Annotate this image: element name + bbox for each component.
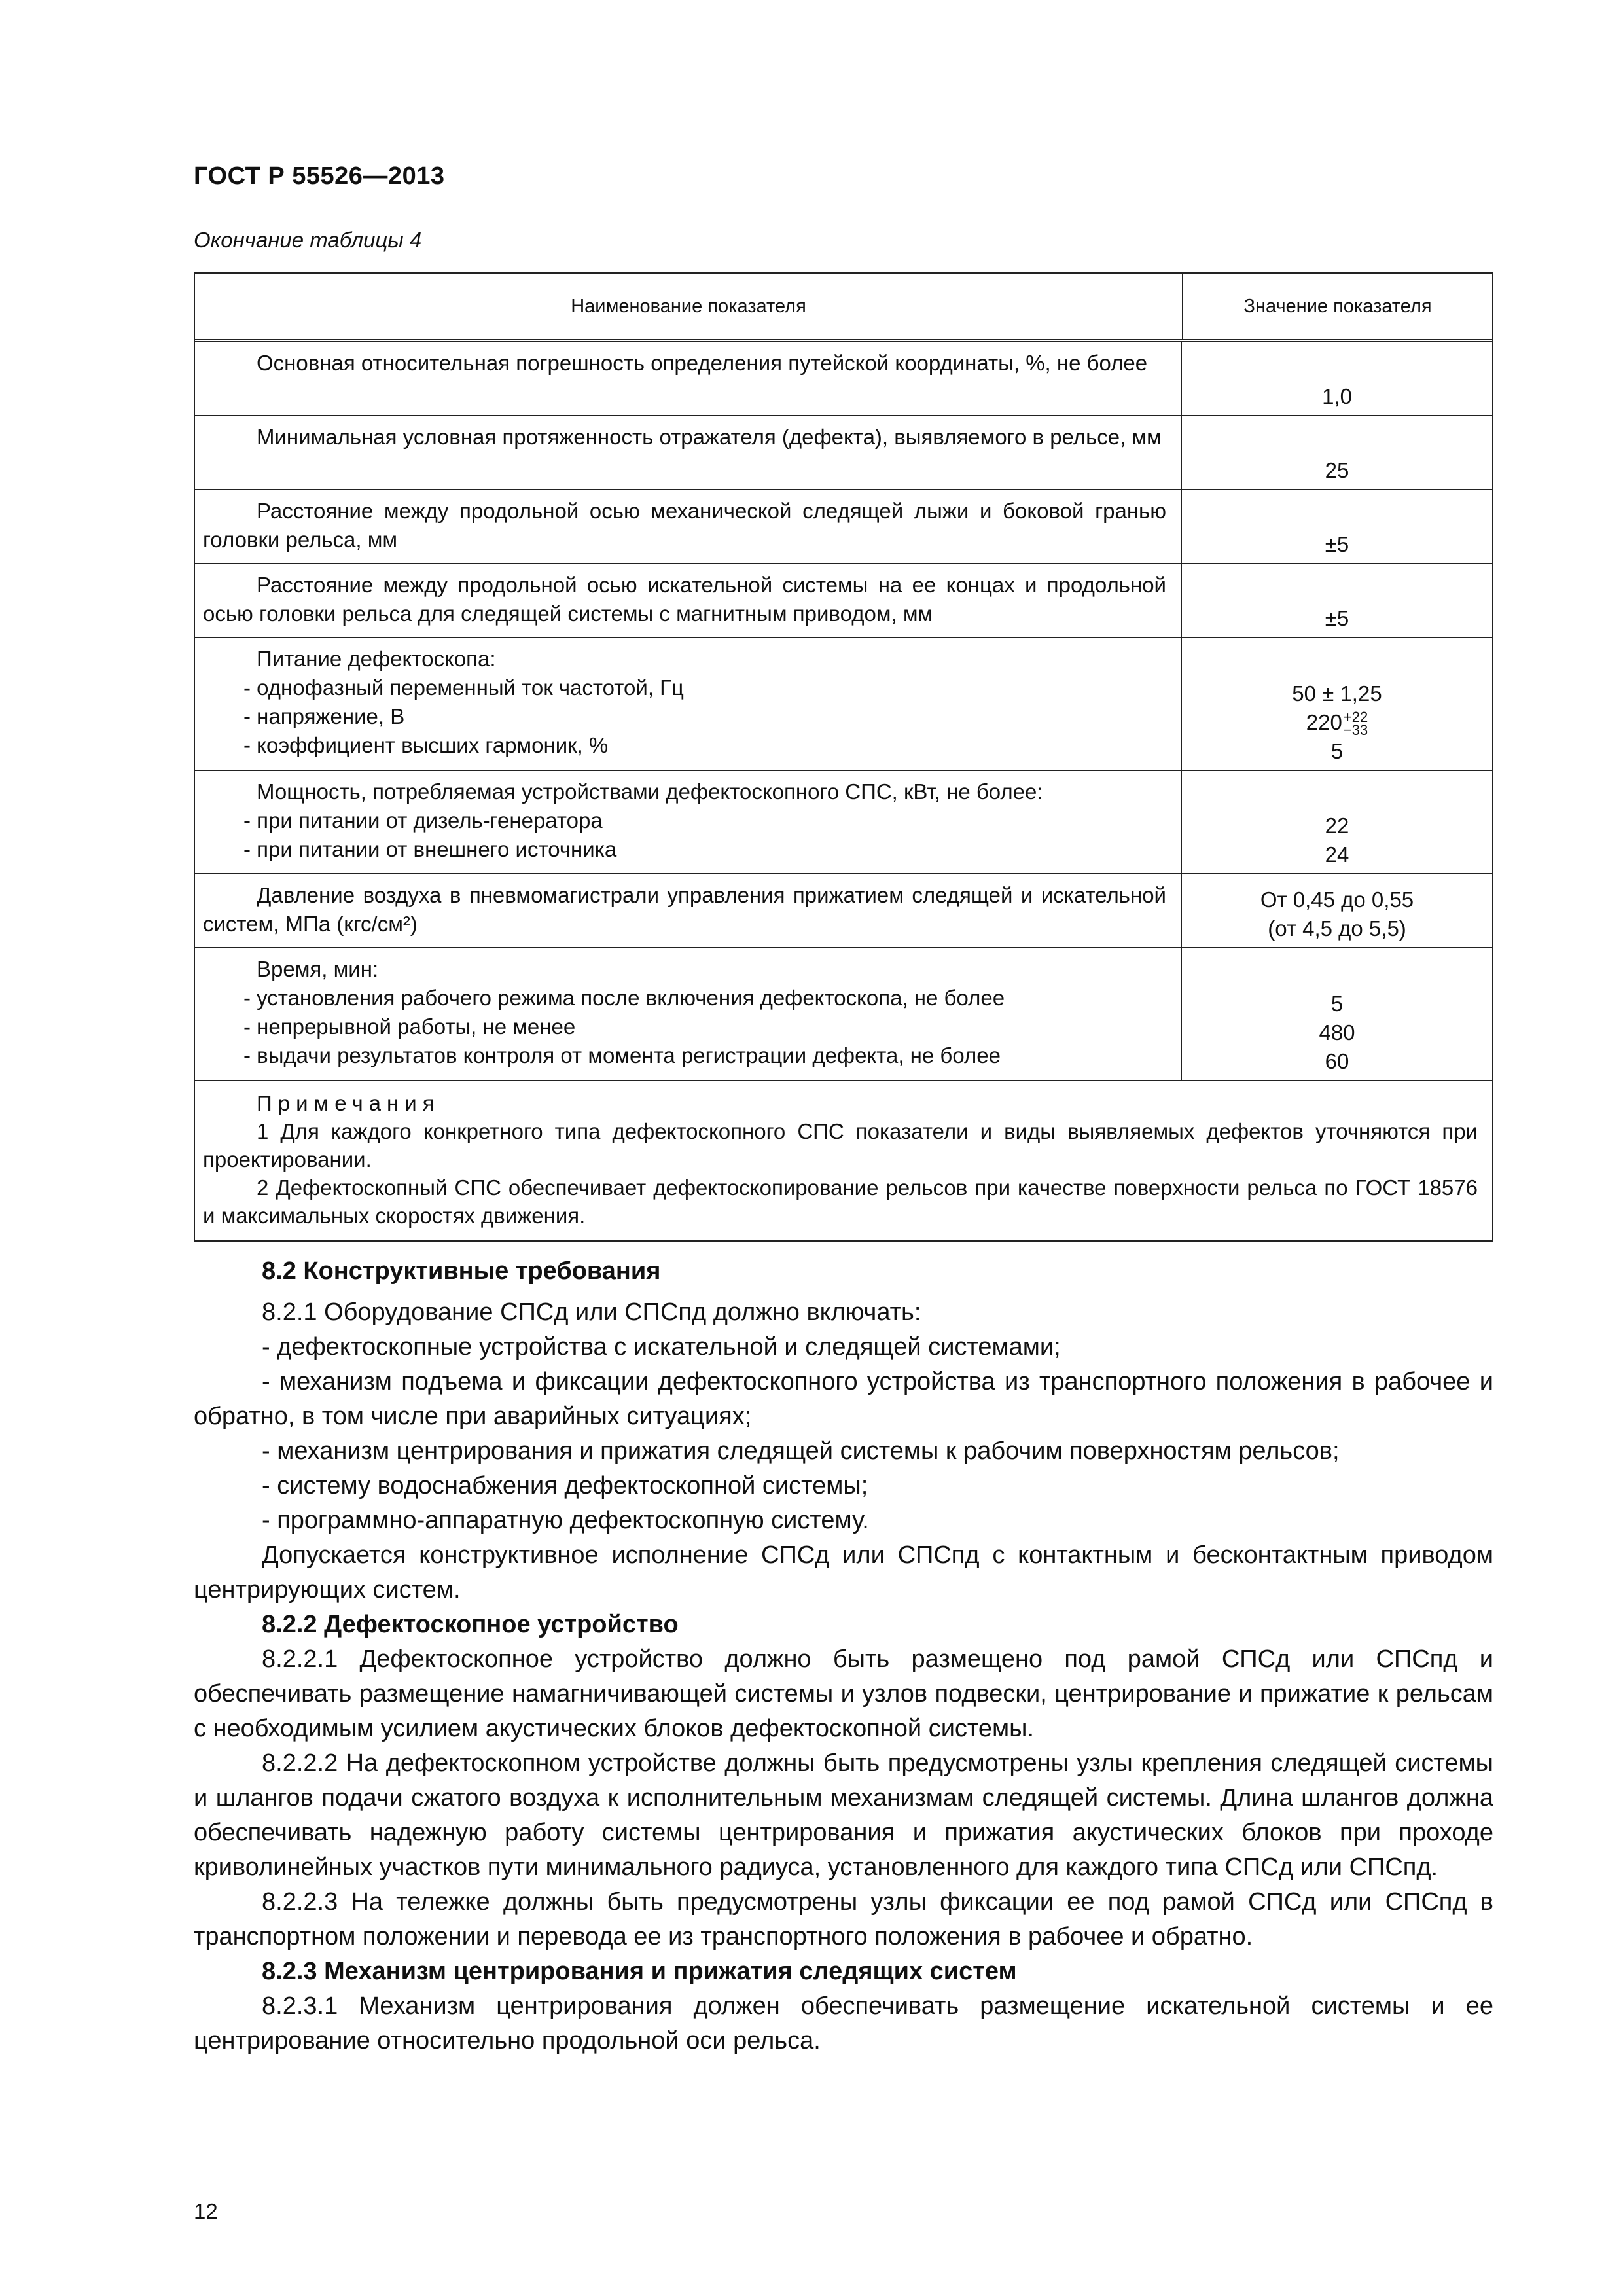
table-row-power-consumption xyxy=(195,771,1492,874)
row-item: - выдачи результатов контроля от момента регистрации дефекта, не более xyxy=(243,1043,1001,1067)
voltage-tolerance xyxy=(1344,711,1368,737)
table-row-air-pressure xyxy=(195,874,1492,948)
section-body xyxy=(194,1249,1493,2058)
voltage-base: 220 xyxy=(1306,709,1342,734)
row-value-text: 5 xyxy=(1330,739,1344,763)
paragraph: 8.2.2.3 На тележке должны быть предусмотрены узлы фиксации ее под рамой СПСд или СПСпд в транспортном положении и перевода ее из транспортного положения в рабочее и обратно. xyxy=(194,1888,1493,1950)
row-name: Давление воздуха в пневмомагистрали управления прижатием следящей и искательной систем, МПа (кгс/см²) xyxy=(195,874,1182,947)
specs-table xyxy=(194,272,1493,1242)
list-item: - дефектоскопные устройства с искательной и следящей системами; xyxy=(262,1333,1061,1361)
row-value xyxy=(1182,342,1492,415)
subsection-heading: 8.2.2 Дефектоскопное устройство xyxy=(262,1611,679,1638)
row-name xyxy=(195,638,1182,770)
row-value-text: ±5 xyxy=(1325,606,1349,630)
paragraph: 8.2.3.1 Механизм центрирования должен обеспечивать размещение искательной системы и ее центрирование относительно продольной оси рельса. xyxy=(194,1992,1493,2054)
row-title: Питание дефектоскопа: xyxy=(257,647,496,671)
row-value xyxy=(1182,564,1492,637)
row-name: Расстояние между продольной осью механической следящей лыжи и боковой гранью головки рельса, мм xyxy=(195,490,1182,563)
table-caption: Окончание таблицы 4 xyxy=(194,228,422,252)
table-row xyxy=(195,564,1492,638)
row-value xyxy=(1182,490,1492,563)
table-row-time xyxy=(195,948,1492,1081)
list-item: - систему водоснабжения дефектоскопной системы; xyxy=(262,1472,868,1499)
row-item: - установления рабочего режима после включения дефектоскопа, не более xyxy=(243,986,1005,1010)
row-value-text: От 0,45 до 0,55 xyxy=(1260,888,1414,912)
list-item: - механизм центрирования и прижатия следящей системы к рабочим поверхностям рельсов; xyxy=(262,1437,1340,1465)
note-item: 1 Для каждого конкретного типа дефектоскопного СПС показатели и виды выявляемых дефектов уточняются при проектировании. xyxy=(203,1119,1478,1172)
row-value-text: 25 xyxy=(1325,458,1349,482)
list-item: - механизм подъема и фиксации дефектоскопного устройства из транспортного положения в рабочее и обратно, в том числе при аварийных ситуациях; xyxy=(194,1368,1493,1430)
row-title: Мощность, потребляемая устройствами дефектоскопного СПС, кВт, не более: xyxy=(257,780,1043,804)
paragraph: 8.2.1 Оборудование СПСд или СПСпд должно включать: xyxy=(262,1299,921,1326)
list-item: - программно-аппаратную дефектоскопную систему. xyxy=(262,1507,869,1534)
note-item: 2 Дефектоскопный СПС обеспечивает дефектоскопирование рельсов при качестве поверхности рельса по ГОСТ 18576 и максимальных скоростях движения. xyxy=(203,1175,1478,1228)
row-value-text: ±5 xyxy=(1325,532,1349,556)
row-name: Минимальная условная протяженность отражателя (дефекта), выявляемого в рельсе, мм xyxy=(195,416,1182,489)
notes-title: Примечания xyxy=(257,1091,440,1115)
row-name: Расстояние между продольной осью искательной системы на ее концах и продольной осью головки рельса для следящей системы с магнитным приводом, мм xyxy=(195,564,1182,637)
row-item: - при питании от дизель-генератора xyxy=(243,808,603,833)
column-header-value: Значение показателя xyxy=(1243,295,1432,317)
row-value-text: (от 4,5 до 5,5) xyxy=(1268,916,1406,941)
row-item: - однофазный переменный ток частотой, Гц xyxy=(243,675,684,700)
row-item: - непрерывной работы, не менее xyxy=(243,1014,576,1039)
row-item: - напряжение, В xyxy=(243,704,405,728)
row-value-text: 1,0 xyxy=(1322,384,1352,408)
document-header: ГОСТ Р 55526—2013 xyxy=(194,162,445,190)
row-value-text: 5 xyxy=(1330,992,1344,1016)
paragraph: 8.2.2.1 Дефектоскопное устройство должно быть размещено под рамой СПСд или СПСпд и обеспечивать размещение намагничивающей системы и узлов подвески, центрирование и прижатие к рельсам с необходимым усилием акустических блоков дефектоскопной системы. xyxy=(194,1645,1493,1742)
row-value-text: 22 xyxy=(1325,814,1349,838)
tolerance-plus: +22 xyxy=(1343,709,1368,725)
table-row xyxy=(195,490,1492,564)
row-item: - при питании от внешнего источника xyxy=(243,837,617,861)
subsection-heading: 8.2.3 Механизм центрирования и прижатия следящих систем xyxy=(262,1958,1017,1985)
row-value-text: 50 ± 1,25 xyxy=(1292,681,1382,706)
page-number: 12 xyxy=(194,2199,218,2223)
table-row xyxy=(195,416,1492,490)
column-header-name: Наименование показателя xyxy=(195,274,1183,339)
table-header-row xyxy=(195,274,1492,342)
row-values xyxy=(1182,771,1492,873)
row-values xyxy=(1182,638,1492,770)
tolerance-minus: −33 xyxy=(1343,722,1368,738)
row-value-text: 60 xyxy=(1325,1049,1349,1073)
table-row-power-supply xyxy=(195,638,1492,771)
row-item: - коэффициент высших гармоник, % xyxy=(243,733,609,757)
row-name: Основная относительная погрешность определения путейской координаты, %, не более xyxy=(195,342,1182,415)
paragraph: 8.2.2.2 На дефектоскопном устройстве должны быть предусмотрены узлы крепления следящей системы и шлангов подачи сжатого воздуха к исполнительным механизмам следящей системы. Длина шлангов должна обеспечивать надежную работу системы центрирования и прижатия акустических блоков при проходе криволинейных участков пути минимального радиуса, установленного для каждого типа СПСд или СПСпд. xyxy=(194,1749,1493,1881)
row-value-text: 480 xyxy=(1319,1020,1355,1045)
paragraph: Допускается конструктивное исполнение СПСд или СПСпд с контактным и бесконтактным приводом центрирующих систем. xyxy=(194,1541,1493,1604)
row-name xyxy=(195,771,1182,873)
table-row xyxy=(195,342,1492,416)
row-values xyxy=(1182,874,1492,947)
row-value-text: 24 xyxy=(1325,842,1349,867)
section-heading: 8.2 Конструктивные требования xyxy=(262,1257,661,1285)
voltage-value xyxy=(1306,708,1368,737)
table-notes xyxy=(195,1081,1492,1240)
row-value xyxy=(1182,416,1492,489)
row-title: Время, мин: xyxy=(257,957,379,981)
row-values xyxy=(1182,948,1492,1080)
row-name xyxy=(195,948,1182,1080)
